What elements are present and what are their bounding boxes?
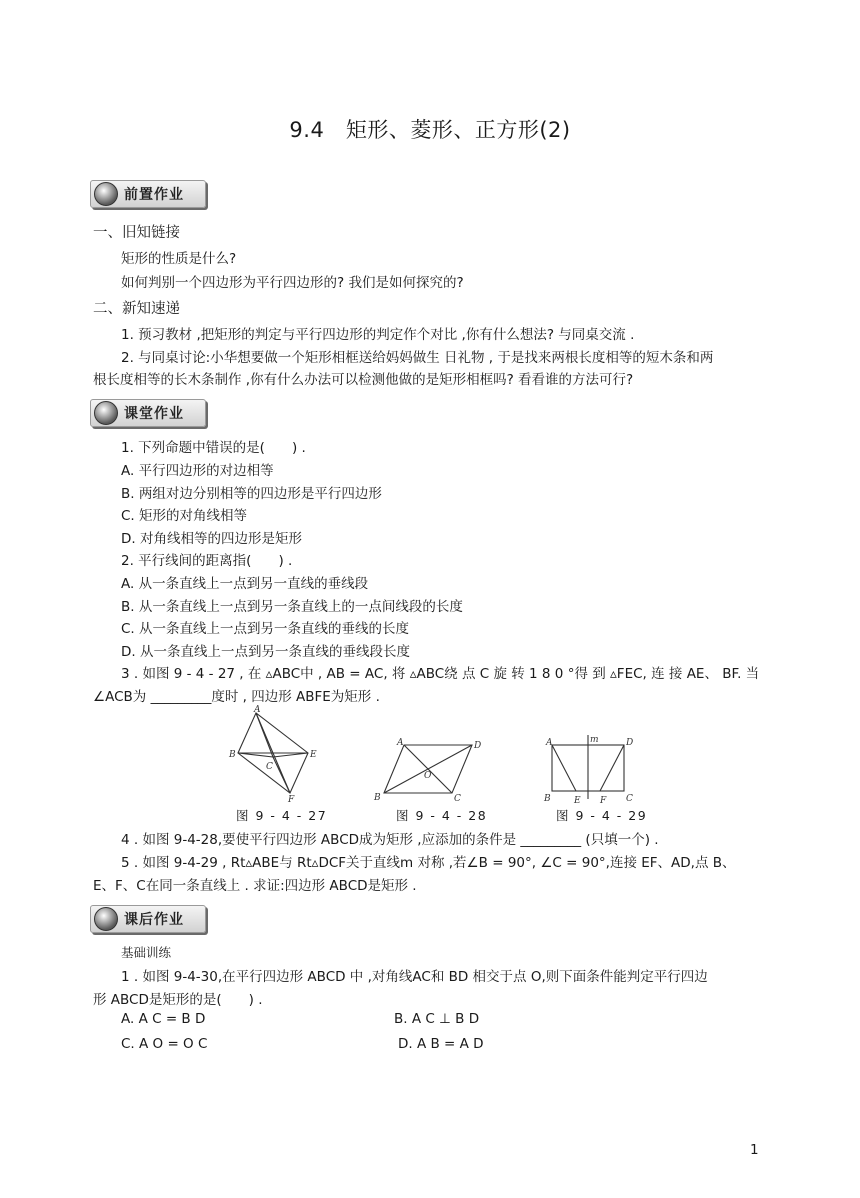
runner-icon	[94, 907, 118, 931]
question: 形 ABCD是矩形的是( ) .	[93, 992, 263, 1008]
option-b: B. A C ⊥ B D	[394, 1011, 480, 1027]
option: A. 从一条直线上一点到另一直线的垂线段	[121, 576, 369, 592]
section-heading: 二、新知速递	[93, 301, 180, 317]
figure-label: B	[374, 793, 381, 803]
figure-label: C	[454, 794, 461, 803]
figure-caption: 图 9 - 4 - 29	[556, 808, 648, 823]
figure-label: A	[546, 738, 553, 748]
option: C. 矩形的对角线相等	[121, 508, 248, 524]
page-title: 9.4 矩形、菱形、正方形(2)	[289, 118, 571, 142]
figure-label: m	[590, 735, 599, 745]
paragraph: 如何判别一个四边形为平行四边形的? 我们是如何探究的?	[121, 275, 464, 291]
figure-label: F	[600, 796, 607, 805]
page-number: 1	[750, 1142, 759, 1158]
figure-label: C	[626, 794, 633, 804]
option-d: D. A B = A D	[398, 1036, 484, 1052]
question: 5 . 如图 9-4-29 , Rt▵ABE与 Rt▵DCF关于直线m 对称 ,若∠B = 90°, ∠C = 90°,连接 EF、AD,点 B、	[121, 855, 736, 871]
pen-icon	[94, 401, 118, 425]
figure-9-4-27	[228, 705, 318, 803]
question: 4 . 如图 9-4-28,要使平行四边形 ABCD成为矩形 ,应添加的条件是 _________ (只填一个) .	[121, 832, 659, 848]
question: ∠ACB为 _________度时 , 四边形 ABFE为矩形 .	[93, 689, 380, 705]
paragraph: 根长度相等的长木条制作 ,你有什么办法可以检测他做的是矩形相框吗? 看看谁的方法可行?	[93, 372, 634, 388]
badge-label: 课后作业	[124, 912, 184, 928]
figure-9-4-29	[540, 733, 640, 805]
question: 3 . 如图 9 - 4 - 27 , 在 ▵ABC中 , AB = AC, 将 ▵ABC绕 点 C 旋 转 1 8 0 °得 到 ▵FEC, 连 接 AE、 BF. 当	[121, 666, 760, 682]
paragraph: 1. 预习教材 ,把矩形的判定与平行四边形的判定作个对比 ,你有什么想法? 与同桌交流 .	[121, 327, 635, 343]
figure-caption: 图 9 - 4 - 27	[236, 808, 328, 823]
option: B. 两组对边分别相等的四边形是平行四边形	[121, 486, 382, 502]
question: 2. 平行线间的距离指( ) .	[121, 553, 293, 569]
option-c: C. A O = O C	[121, 1036, 208, 1052]
option-a: A. A C = B D	[121, 1011, 206, 1027]
badge-label: 前置作业	[124, 187, 184, 203]
option: D. 对角线相等的四边形是矩形	[121, 531, 302, 547]
paragraph: 矩形的性质是什么?	[121, 251, 237, 267]
figure-label: B	[544, 794, 551, 804]
swirl-icon	[94, 182, 118, 206]
figure-label: O	[424, 771, 432, 781]
figure-9-4-28	[372, 735, 484, 803]
question: 1. 下列命题中错误的是( ) .	[121, 440, 306, 456]
figure-caption: 图 9 - 4 - 28	[396, 808, 488, 823]
figure-label: F	[288, 795, 295, 803]
option: D. 从一条直线上一点到另一条直线的垂线段长度	[121, 644, 410, 660]
figure-label: A	[397, 738, 404, 748]
option: C. 从一条直线上一点到另一条直线的垂线的长度	[121, 621, 410, 637]
figure-label: A	[254, 705, 261, 715]
figure-label: D	[626, 738, 634, 748]
section-heading: 一、旧知链接	[93, 225, 180, 241]
figure-label: B	[229, 750, 236, 760]
subheading: 基础训练	[121, 945, 172, 960]
figure-label: C	[266, 762, 273, 772]
class-work-badge	[90, 399, 206, 427]
pre-work-badge	[90, 180, 206, 208]
option: A. 平行四边形的对边相等	[121, 463, 274, 479]
question: E、F、C在同一条直线上 . 求证:四边形 ABCD是矩形 .	[93, 878, 417, 894]
after-work-badge	[90, 905, 206, 933]
paragraph: 2. 与同桌讨论:小华想要做一个矩形相框送给妈妈做生 日礼物 , 于是找来两根长度相等的短木条和两	[121, 350, 714, 366]
question: 1 . 如图 9-4-30,在平行四边形 ABCD 中 ,对角线AC和 BD 相交于点 O,则下面条件能判定平行四边	[121, 969, 708, 985]
figure-label: E	[310, 750, 317, 760]
badge-label: 课堂作业	[124, 406, 184, 422]
option: B. 从一条直线上一点到另一条直线上的一点间线段的长度	[121, 599, 463, 615]
figure-label: E	[574, 796, 581, 805]
figure-label: D	[474, 741, 482, 751]
